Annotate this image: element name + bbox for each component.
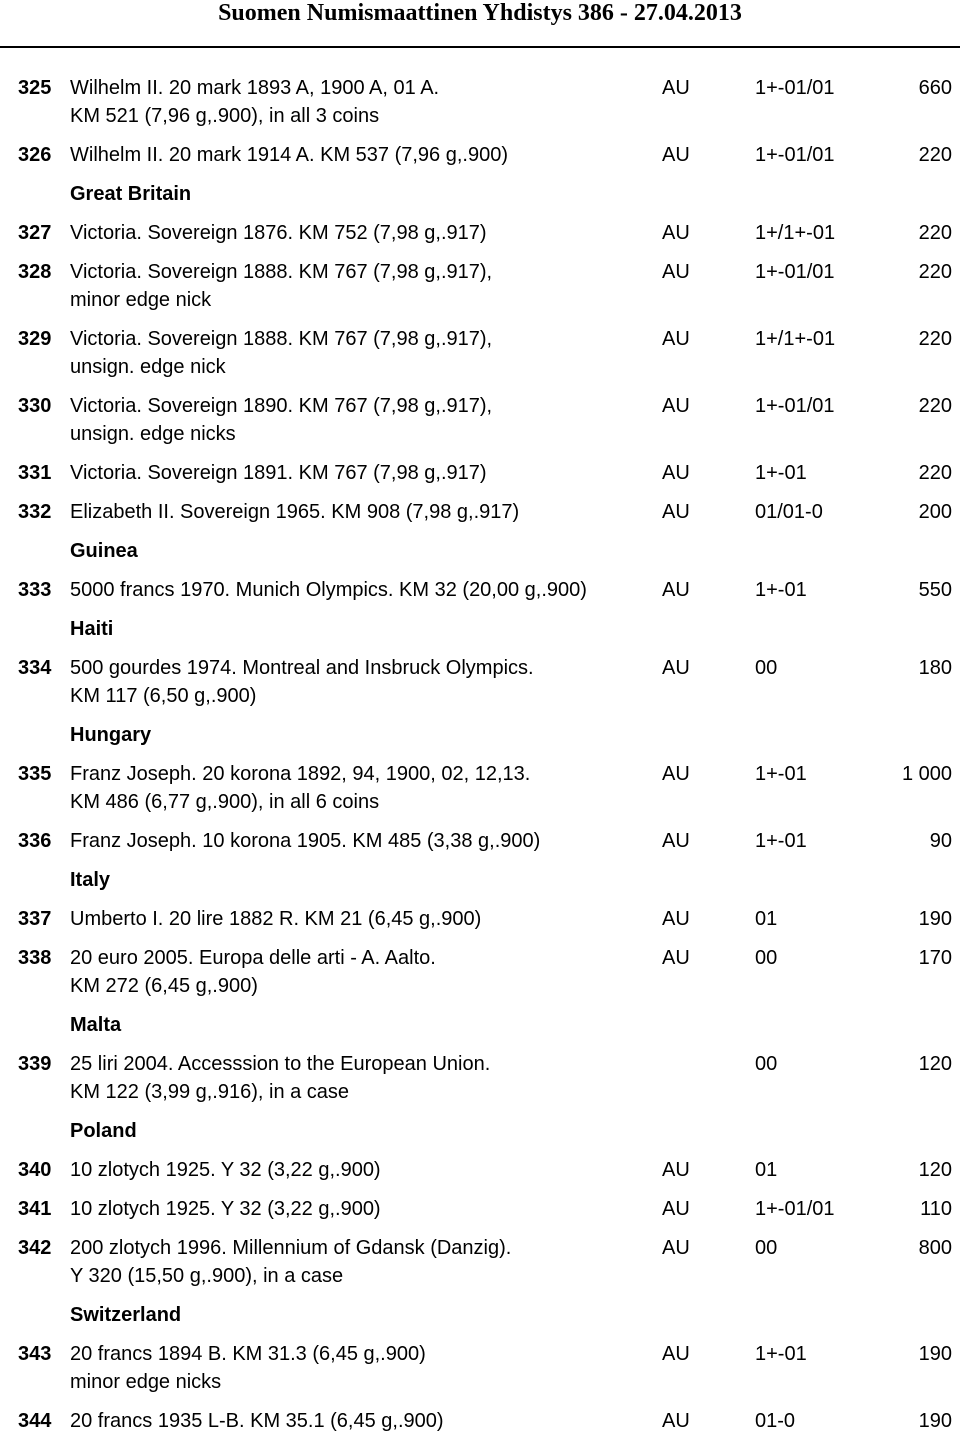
lot-description: unsign. edge nicks bbox=[70, 423, 236, 445]
page-title: Suomen Numismaattinen Yhdistys 386 - 27.04.2013 bbox=[218, 0, 742, 26]
lot-description: Franz Joseph. 10 korona 1905. KM 485 (3,38 g,.900) bbox=[70, 830, 541, 852]
lot-line bbox=[0, 576, 960, 604]
lot-price: 660 bbox=[918, 77, 952, 99]
country-heading: Poland bbox=[70, 1120, 137, 1142]
lot-price: 1 000 bbox=[901, 763, 952, 785]
lot-number: 335 bbox=[18, 763, 52, 785]
lot-price: 220 bbox=[918, 261, 952, 283]
lot-condition: 00 bbox=[755, 1053, 778, 1075]
lot-condition: 1+-01/01 bbox=[755, 395, 835, 417]
lot-line bbox=[0, 141, 960, 169]
lot-condition: 1+/1+-01 bbox=[755, 222, 836, 244]
lot-condition: 01 bbox=[755, 908, 778, 930]
lot-line bbox=[0, 1368, 960, 1396]
lot-line bbox=[0, 1050, 960, 1078]
country-heading: Italy bbox=[70, 869, 111, 891]
lot-price: 220 bbox=[918, 144, 952, 166]
lot-number: 342 bbox=[18, 1237, 52, 1259]
lot-price: 220 bbox=[918, 328, 952, 350]
lot-price: 120 bbox=[918, 1053, 952, 1075]
lot-condition: 00 bbox=[755, 657, 778, 679]
header-rule bbox=[0, 46, 960, 48]
lot-grade: AU bbox=[662, 395, 690, 417]
lot-description: 5000 francs 1970. Munich Olympics. KM 32 (20,00 g,.900) bbox=[70, 579, 587, 601]
lot-grade: AU bbox=[662, 222, 690, 244]
country-heading: Great Britain bbox=[70, 183, 192, 205]
lot-condition: 1+-01 bbox=[755, 830, 807, 852]
lot-price: 220 bbox=[918, 222, 952, 244]
lot-grade: AU bbox=[662, 1410, 690, 1432]
lot-number: 332 bbox=[18, 501, 52, 523]
lot-condition: 01 bbox=[755, 1159, 778, 1181]
lot-number: 338 bbox=[18, 947, 52, 969]
lot-grade: AU bbox=[662, 830, 690, 852]
lot-line bbox=[0, 219, 960, 247]
lot-line bbox=[0, 1156, 960, 1184]
lot-line bbox=[0, 1195, 960, 1223]
lot-grade: AU bbox=[662, 947, 690, 969]
lot-description: 200 zlotych 1996. Millennium of Gdansk (Danzig). bbox=[70, 1237, 512, 1259]
country-heading: Switzerland bbox=[70, 1304, 182, 1326]
lot-grade: AU bbox=[662, 501, 690, 523]
lot-line bbox=[0, 325, 960, 353]
country-heading: Guinea bbox=[70, 540, 138, 562]
lot-condition: 1+-01/01 bbox=[755, 1198, 835, 1220]
lot-description: Wilhelm II. 20 mark 1893 A, 1900 A, 01 A. bbox=[70, 77, 440, 99]
lot-condition: 01-0 bbox=[755, 1410, 796, 1432]
lot-grade: AU bbox=[662, 261, 690, 283]
lot-condition: 00 bbox=[755, 947, 778, 969]
lot-price: 220 bbox=[918, 462, 952, 484]
lot-description: 20 francs 1935 L-B. KM 35.1 (6,45 g,.900) bbox=[70, 1410, 444, 1432]
lot-number: 331 bbox=[18, 462, 52, 484]
lot-number: 328 bbox=[18, 261, 52, 283]
lot-grade: AU bbox=[662, 579, 690, 601]
lot-description: KM 122 (3,99 g,.916), in a case bbox=[70, 1081, 350, 1103]
lot-grade: AU bbox=[662, 763, 690, 785]
lot-grade: AU bbox=[662, 1237, 690, 1259]
lot-price: 190 bbox=[918, 1410, 952, 1432]
lot-line bbox=[0, 102, 960, 130]
lot-number: 334 bbox=[18, 657, 52, 679]
lot-line bbox=[0, 972, 960, 1000]
lot-grade: AU bbox=[662, 462, 690, 484]
lot-price: 170 bbox=[918, 947, 952, 969]
lot-number: 340 bbox=[18, 1159, 52, 1181]
lot-price: 120 bbox=[918, 1159, 952, 1181]
lot-description: Victoria. Sovereign 1876. KM 752 (7,98 g,.917) bbox=[70, 222, 487, 244]
lot-grade: AU bbox=[662, 144, 690, 166]
lot-line bbox=[0, 1078, 960, 1106]
lot-line bbox=[0, 74, 960, 102]
country-heading: Haiti bbox=[70, 618, 114, 640]
lot-description: Victoria. Sovereign 1888. KM 767 (7,98 g,.917), bbox=[70, 328, 493, 350]
lot-description: unsign. edge nick bbox=[70, 356, 226, 378]
lot-description: KM 486 (6,77 g,.900), in all 6 coins bbox=[70, 791, 380, 813]
lot-grade: AU bbox=[662, 77, 690, 99]
lot-number: 330 bbox=[18, 395, 52, 417]
lot-line bbox=[0, 420, 960, 448]
lot-description: 20 euro 2005. Europa delle arti - A. Aalto. bbox=[70, 947, 436, 969]
lot-line bbox=[0, 286, 960, 314]
lot-grade: AU bbox=[662, 1343, 690, 1365]
lot-condition: 1+-01/01 bbox=[755, 77, 835, 99]
lot-condition: 1+-01/01 bbox=[755, 144, 835, 166]
lot-line bbox=[0, 1340, 960, 1368]
lot-price: 550 bbox=[918, 579, 952, 601]
lot-description: Wilhelm II. 20 mark 1914 A. KM 537 (7,96 g,.900) bbox=[70, 144, 508, 166]
lot-number: 333 bbox=[18, 579, 52, 601]
country-heading: Malta bbox=[70, 1014, 122, 1036]
lot-number: 327 bbox=[18, 222, 52, 244]
lot-price: 180 bbox=[918, 657, 952, 679]
lot-description: 10 zlotych 1925. Y 32 (3,22 g,.900) bbox=[70, 1159, 381, 1181]
lot-description: KM 117 (6,50 g,.900) bbox=[70, 685, 257, 707]
lot-line bbox=[0, 654, 960, 682]
lot-condition: 1+-01 bbox=[755, 763, 807, 785]
lot-grade: AU bbox=[662, 1198, 690, 1220]
lot-description: KM 272 (6,45 g,.900) bbox=[70, 975, 258, 997]
lot-condition: 01/01-0 bbox=[755, 501, 823, 523]
lot-price: 190 bbox=[918, 908, 952, 930]
lot-line bbox=[0, 392, 960, 420]
lot-description: Y 320 (15,50 g,.900), in a case bbox=[70, 1265, 344, 1287]
lot-condition: 1+/1+-01 bbox=[755, 328, 836, 350]
lot-description: minor edge nick bbox=[70, 289, 212, 311]
lot-line bbox=[0, 1262, 960, 1290]
lot-description: KM 521 (7,96 g,.900), in all 3 coins bbox=[70, 105, 380, 127]
lot-price: 110 bbox=[920, 1198, 952, 1220]
lot-line bbox=[0, 1234, 960, 1262]
country-heading: Hungary bbox=[70, 724, 152, 746]
lot-condition: 00 bbox=[755, 1237, 778, 1259]
lot-number: 325 bbox=[18, 77, 52, 99]
lot-line bbox=[0, 788, 960, 816]
lot-description: Victoria. Sovereign 1890. KM 767 (7,98 g,.917), bbox=[70, 395, 493, 417]
lot-line bbox=[0, 1407, 960, 1435]
lot-condition: 1+-01 bbox=[755, 1343, 807, 1365]
lot-description: minor edge nicks bbox=[70, 1371, 222, 1393]
lot-number: 326 bbox=[18, 144, 52, 166]
lot-grade: AU bbox=[662, 657, 690, 679]
lot-line bbox=[0, 459, 960, 487]
lot-number: 336 bbox=[18, 830, 52, 852]
lot-price: 190 bbox=[918, 1343, 952, 1365]
lot-description: Umberto I. 20 lire 1882 R. KM 21 (6,45 g,.900) bbox=[70, 908, 482, 930]
lot-number: 343 bbox=[18, 1343, 52, 1365]
lot-description: Victoria. Sovereign 1891. KM 767 (7,98 g,.917) bbox=[70, 462, 487, 484]
lot-grade: AU bbox=[662, 328, 690, 350]
page-header bbox=[0, 0, 960, 46]
lot-description: Victoria. Sovereign 1888. KM 767 (7,98 g,.917), bbox=[70, 261, 493, 283]
lot-grade: AU bbox=[662, 1159, 690, 1181]
lot-description: 25 liri 2004. Accesssion to the European Union. bbox=[70, 1053, 491, 1075]
lot-grade: AU bbox=[662, 908, 690, 930]
lot-condition: 1+-01/01 bbox=[755, 261, 835, 283]
lot-line bbox=[0, 498, 960, 526]
lot-price: 800 bbox=[918, 1237, 952, 1259]
lot-price: 220 bbox=[918, 395, 952, 417]
lot-line bbox=[0, 944, 960, 972]
lot-line bbox=[0, 827, 960, 855]
lot-number: 344 bbox=[18, 1410, 52, 1432]
lot-number: 329 bbox=[18, 328, 52, 350]
lot-description: 20 francs 1894 B. KM 31.3 (6,45 g,.900) bbox=[70, 1343, 426, 1365]
lot-line bbox=[0, 353, 960, 381]
lot-price: 90 bbox=[929, 830, 952, 852]
lot-line bbox=[0, 905, 960, 933]
lot-number: 341 bbox=[18, 1198, 52, 1220]
lot-description: Elizabeth II. Sovereign 1965. KM 908 (7,98 g,.917) bbox=[70, 501, 520, 523]
lot-description: Franz Joseph. 20 korona 1892, 94, 1900, 02, 12,13. bbox=[70, 763, 531, 785]
lot-condition: 1+-01 bbox=[755, 462, 807, 484]
lot-condition: 1+-01 bbox=[755, 579, 807, 601]
lot-line bbox=[0, 682, 960, 710]
lot-price: 200 bbox=[918, 501, 952, 523]
lot-number: 337 bbox=[18, 908, 52, 930]
lot-description: 500 gourdes 1974. Montreal and Insbruck Olympics. bbox=[70, 657, 534, 679]
lot-number: 339 bbox=[18, 1053, 52, 1075]
lot-line bbox=[0, 258, 960, 286]
lot-description: 10 zlotych 1925. Y 32 (3,22 g,.900) bbox=[70, 1198, 381, 1220]
lot-line bbox=[0, 760, 960, 788]
